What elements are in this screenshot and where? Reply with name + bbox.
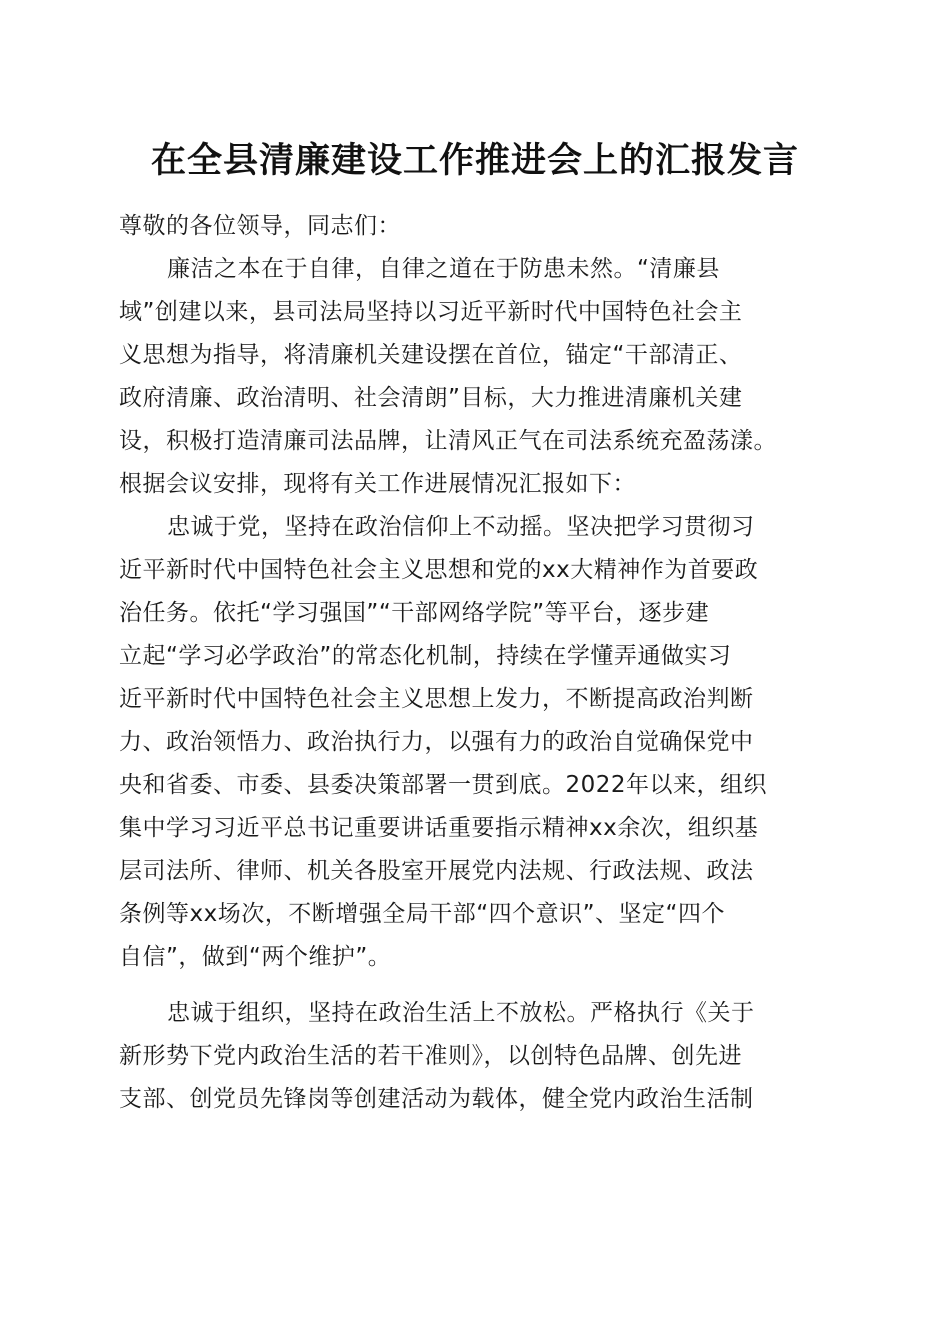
text-line: 近平新时代中国特色社会主义思想上发力，不断提高政治判断: [119, 686, 754, 712]
text-line: 力、政治领悟力、政治执行力，以强有力的政治自觉确保党中: [119, 729, 754, 755]
text-line: 忠诚于组织，坚持在政治生活上不放松。严格执行《关于: [167, 1000, 755, 1026]
text-line: 新形势下党内政治生活的若干准则》，以创特色品牌、创先进: [119, 1043, 742, 1069]
text-line: 条例等xx场次，不断增强全局干部“四个意识”、坚定“四个: [119, 901, 725, 927]
paragraph-organization-loyalty: [119, 992, 831, 1121]
text-line: 层司法所、律师、机关各股室开展党内法规、行政法规、政法: [119, 858, 754, 884]
salutation: 尊敬的各位领导，同志们：: [119, 213, 401, 239]
text-line: 立起“学习必学政治”的常态化机制，持续在学懂弄通做实习: [119, 643, 732, 669]
text-line: 域”创建以来，县司法局坚持以习近平新时代中国特色社会主: [119, 299, 743, 325]
paragraph-intro: [119, 248, 831, 506]
text-line: 自信”，做到“两个维护”。: [119, 944, 392, 970]
text-line: 治任务。依托“学习强国”“干部网络学院”等平台，逐步建: [119, 600, 710, 626]
text-line: 设，积极打造清廉司法品牌，让清风正气在司法系统充盈荡漾。: [119, 428, 777, 454]
text-line: 近平新时代中国特色社会主义思想和党的xx大精神作为首要政: [119, 557, 759, 583]
paragraph-party-loyalty: [119, 506, 831, 979]
text-line: 政府清廉、政治清明、社会清朗”目标，大力推进清廉机关建: [119, 385, 743, 411]
text-line: 义思想为指导，将清廉机关建设摆在首位，锚定“干部清正、: [119, 342, 743, 368]
text-line: 根据会议安排，现将有关工作进展情况汇报如下：: [119, 471, 636, 497]
page-title: 在全县清廉建设工作推进会上的汇报发言: [150, 140, 799, 181]
text-line: 集中学习习近平总书记重要讲话重要指示精神xx余次，组织基: [119, 815, 759, 841]
text-line: 支部、创党员先锋岗等创建活动为载体，健全党内政治生活制: [119, 1086, 754, 1112]
text-line: 廉洁之本在于自律，自律之道在于防患未然。“清廉县: [167, 256, 720, 282]
text-line: 央和省委、市委、县委决策部署一贯到底。2022年以来，组织: [119, 772, 768, 798]
text-line: 忠诚于党，坚持在政治信仰上不动摇。坚决把学习贯彻习: [167, 514, 755, 540]
document-body: [119, 205, 831, 1121]
